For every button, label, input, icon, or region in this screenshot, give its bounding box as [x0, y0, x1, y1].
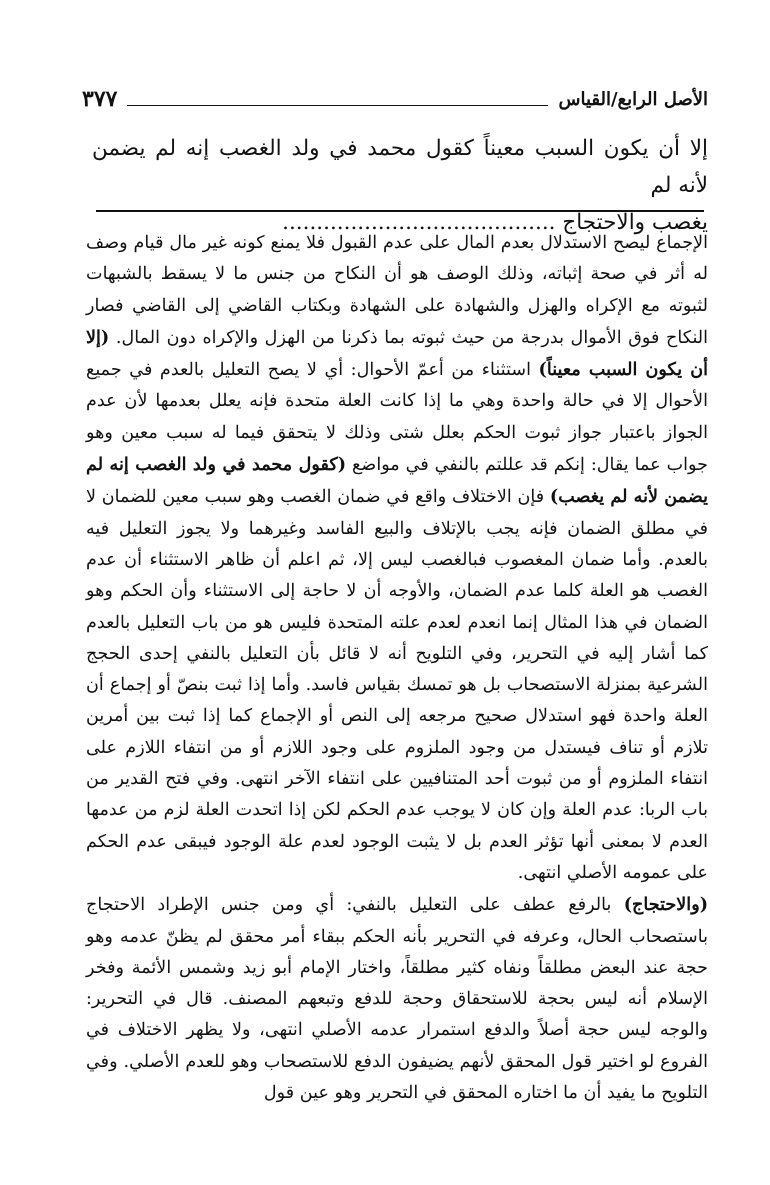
main-text-line-1: إلا أن يكون السبب معيناً كقول محمد في ولد الغصب إنه لم يضمن لأنه لم [92, 136, 708, 198]
commentary-p1-part-d: فإن الاختلاف واقع في ضمان الغصب وهو سبب معين للضمان لا في مطلق الضمان فإنه يجب بالإتلاف والبيع الفاسد وغيرهما ولا يجوز التعليل فيه بالعدم. وأما ضمان المغصوب فبالغصب ليس إلا، ثم اعلم أن ظاهر الاستثناء أن عدم الغصب هو العلة كلما عدم الضمان، والأوجه أن لا حاجة إلى الاستثناء وأن الحكم وهو الضمان في هذا المثال إنما انعدم لعدم علته المتحدة فليس هو من باب التعليل بالعدم كما أشار إليه في التحرير، وفي التلويح أنه لا قائل بأن التعليل بالنفي إحدى الحجج الشرعية بمنزلة الاستصحاب بل هو تمسك بقياس فاسد. وأما إذا ثبت بنصّ أو إجماع أن العلة واحدة فهو استدلال صحيح مرجعه إلى النص أو الإجماع كما إذا ثبت بين أمرين تلازم أو تناف فيستدل من وجود الملزوم على وجود اللازم أو من انتفاء اللازم على انتفاء الملزوم أو من ثبوت أحد المتنافيين على انتفاء الآخر انتهى. وفي فتح القدير من باب الربا: عدم العلة وإن كان لا يوجب عدم الحكم لكن إذا اتحدت العلة لزم من عدمها العدم لا بمعنى أنها تؤثر العدم بل لا يثبت الوجود لعدم علة الوجود فيبقى عدم الحكم على عمومه الأصلي انتهى. [86, 487, 708, 883]
separator-rule [96, 210, 704, 212]
header-rule [127, 105, 548, 106]
commentary-p2-part-c: بالرفع عطف على التعليل بالنفي: أي ومن جنس الإطراد الاحتجاج باستصحاب الحال، وعرفه في التحرير بأنه الحكم ببقاء أمر محقق لم يظنّ عدمه وهو حجة عند البعض مطلقاً ونفاه كثير مطلقاً، واختار الإمام أبو زيد وشمس الأئمة وفخر الإسلام أنه ليس بحجة للاستحقاق وحجة للدفع وتبعهم المصنف. قال في التحرير: والوجه ليس حجة أصلاً والدفع استمرار عدمه الأصلي انتهى، ولا يظهر الاختلاف في الفروع لو اختير قول المحقق لأنهم يضيفون الدفع للاستصحاب وهو للعدم الأصلي. وفي التلويح ما يفيد أن ما اختاره المحقق في التحرير وهو عين قول [86, 895, 708, 1104]
page-number: ٣٧٧ [82, 86, 118, 112]
commentary-p1-quote-2: (كقول محمد في ولد الغصب إنه لم يضمن لأنه لم يغصب) [86, 454, 708, 508]
commentary-p1-quote-1: (إلا أن يكون السبب معيناً) [86, 326, 709, 381]
commentary-p1-part-c: استثناء من أعمّ الأحوال: أي لا يصح التعليل بالعدم في جميع الأحوال إلا في حالة واحدة وهي ما إذا كانت العلة متحدة فإنه يعلل بعدمها لأن عدم الجواز باعتبار جواز ثبوت الحكم بعلل شتى وذلك لا يتحقق فيما له سبب معين وهو جواب عما يقال: إنكم قد عللتم بالنفي في مواضع [86, 360, 708, 476]
main-text-line-2-words: يغصب والاحتجاج [562, 210, 708, 235]
running-header [82, 84, 708, 114]
chapter-title: الأصل الرابع/القياس [558, 88, 708, 110]
commentary-text [86, 228, 708, 1109]
commentary-paragraph-2 [86, 889, 708, 1109]
main-text [92, 130, 708, 241]
commentary-p1-part-a: الإجماع ليصح الاستدلال بعدم المال على عدم القبول فلا يمنع كونه غير مال قيام وصف له أثر في صحة إثباته، وذلك الوصف هو أن النكاح من جنس ما لا يسقط بالشبهات لثبوته مع الإكراه والهزل والشهادة على الشهادة وبكتاب القاضي إلى القاضي فصار النكاح فوق الأموال بدرجة من حيث ثبوته بما ذكرنا من الهزل والإكراه دون المال. [86, 233, 709, 348]
main-text-dots: ........................................ [282, 210, 556, 235]
commentary-p2-quote-1: (والاحتجاج) [623, 894, 709, 916]
commentary-paragraph-1 [86, 228, 708, 889]
